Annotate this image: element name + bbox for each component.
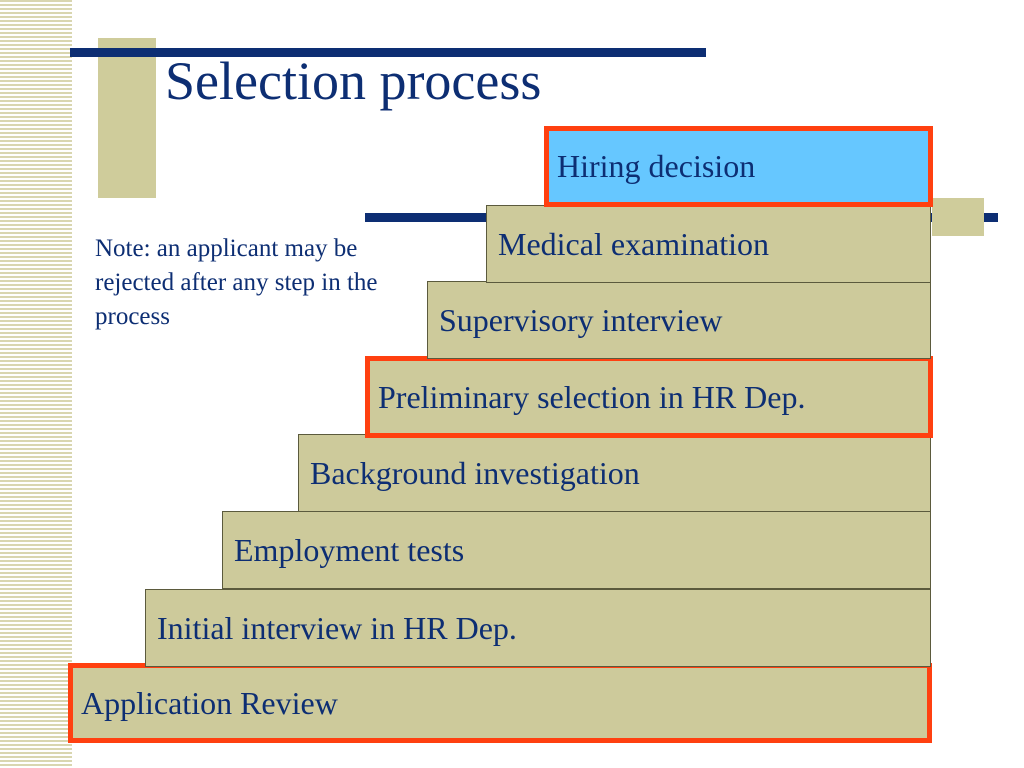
step-preliminary-selection: Preliminary selection in HR Dep. (365, 356, 933, 438)
step-medical-examination: Medical examination (486, 205, 931, 283)
step-background-investigation: Background investigation (298, 434, 931, 512)
step-initial-interview: Initial interview in HR Dep. (145, 589, 931, 667)
step-application-review: Application Review (68, 663, 932, 743)
left-stripe-decoration (0, 0, 72, 768)
step-employment-tests: Employment tests (222, 511, 931, 589)
step-hiring-decision: Hiring decision (544, 126, 933, 207)
step-supervisory-interview: Supervisory interview (427, 281, 931, 359)
right-accent-square (932, 198, 984, 236)
slide-title: Selection process (165, 51, 542, 111)
rejection-note: Note: an applicant may be rejected after any step in the process (95, 235, 378, 330)
title-accent-bar (98, 38, 156, 198)
